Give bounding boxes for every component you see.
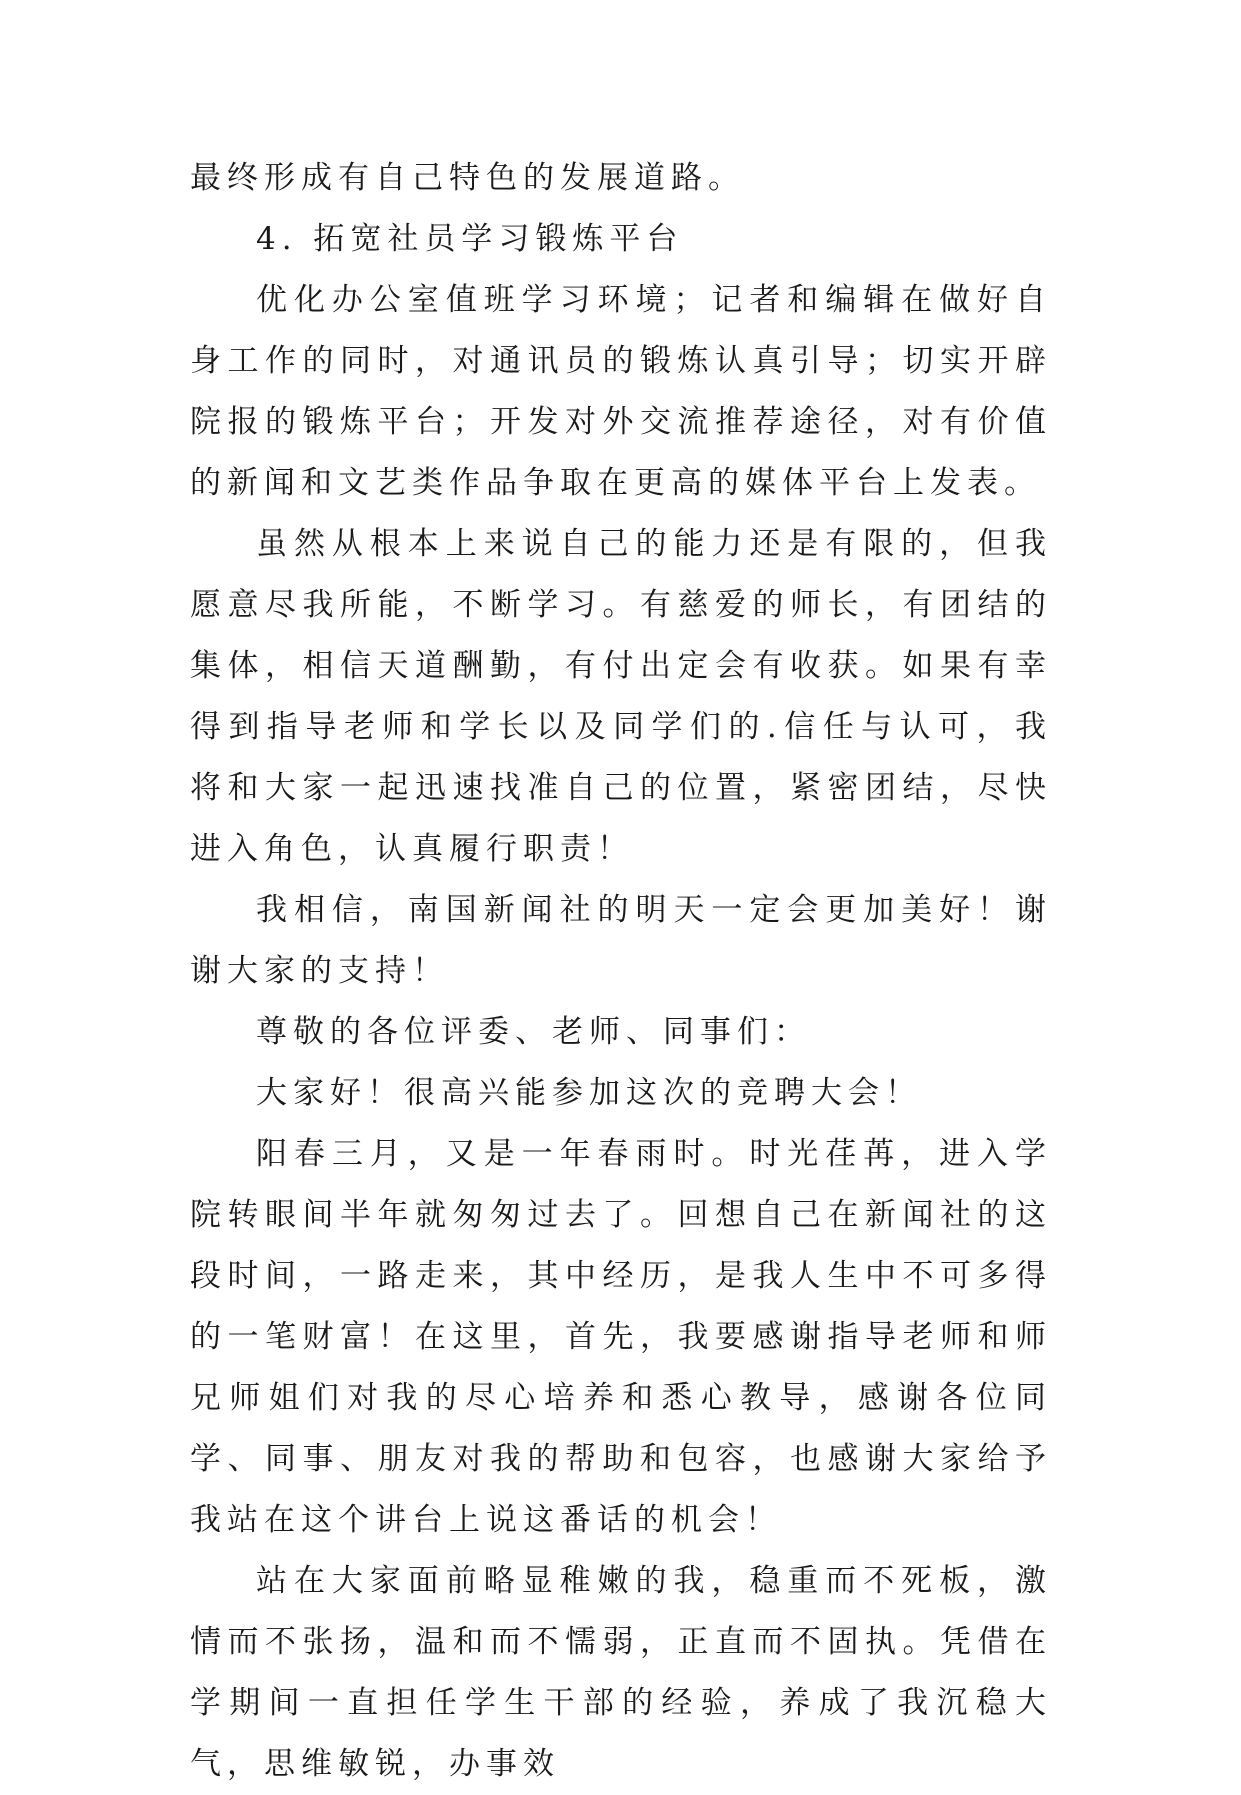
- paragraph-salutation: 尊敬的各位评委、老师、同事们：: [256, 1014, 811, 1050]
- paragraph-conclusion: 最终形成有自己特色的发展道路。: [190, 160, 745, 196]
- document-body: [190, 148, 1052, 1795]
- paragraph-ability: 虽然从根本上来说自己的能力还是有限的，但我愿意尽我所能，不断学习。有慈爱的师长，有团结的集体，相信天道酬勤，有付出定会有收获。如果有幸得到指导老师和学长以及同学们的.信任与认可，我将和大家一起迅速找准自己的位置，紧密团结，尽快进入角色，认真履行职责！: [190, 526, 1052, 867]
- paragraph-optimize: 优化办公室值班学习环境；记者和编辑在做好自身工作的同时，对通讯员的锻炼认真引导；切实开辟院报的锻炼平台；开发对外交流推荐途径，对有价值的新闻和文艺类作品争取在更高的媒体平台上发表。: [190, 282, 1052, 501]
- paragraph-self-intro: 站在大家面前略显稚嫩的我，稳重而不死板，激情而不张扬，温和而不懦弱，正直而不固执。凭借在学期间一直担任学生干部的经验，养成了我沉稳大气，思维敏锐，办事效: [190, 1563, 1052, 1782]
- paragraph-spring: 阳春三月，又是一年春雨时。时光荏苒，进入学院转眼间半年就匆匆过去了。回想自己在新闻社的这段时间，一路走来，其中经历，是我人生中不可多得的一笔财富！在这里，首先，我要感谢指导老师和师兄师姐们对我的尽心培养和悉心教导，感谢各位同学、同事、朋友对我的帮助和包容，也感谢大家给予我站在这个讲台上说这番话的机会！: [190, 1136, 1052, 1538]
- paragraph-belief: 我相信，南国新闻社的明天一定会更加美好！谢谢大家的支持！: [190, 892, 1052, 989]
- paragraph-greeting: 大家好！很高兴能参加这次的竞聘大会！: [256, 1075, 922, 1111]
- paragraph-heading-4: 4. 拓宽社员学习锻炼平台: [256, 221, 684, 257]
